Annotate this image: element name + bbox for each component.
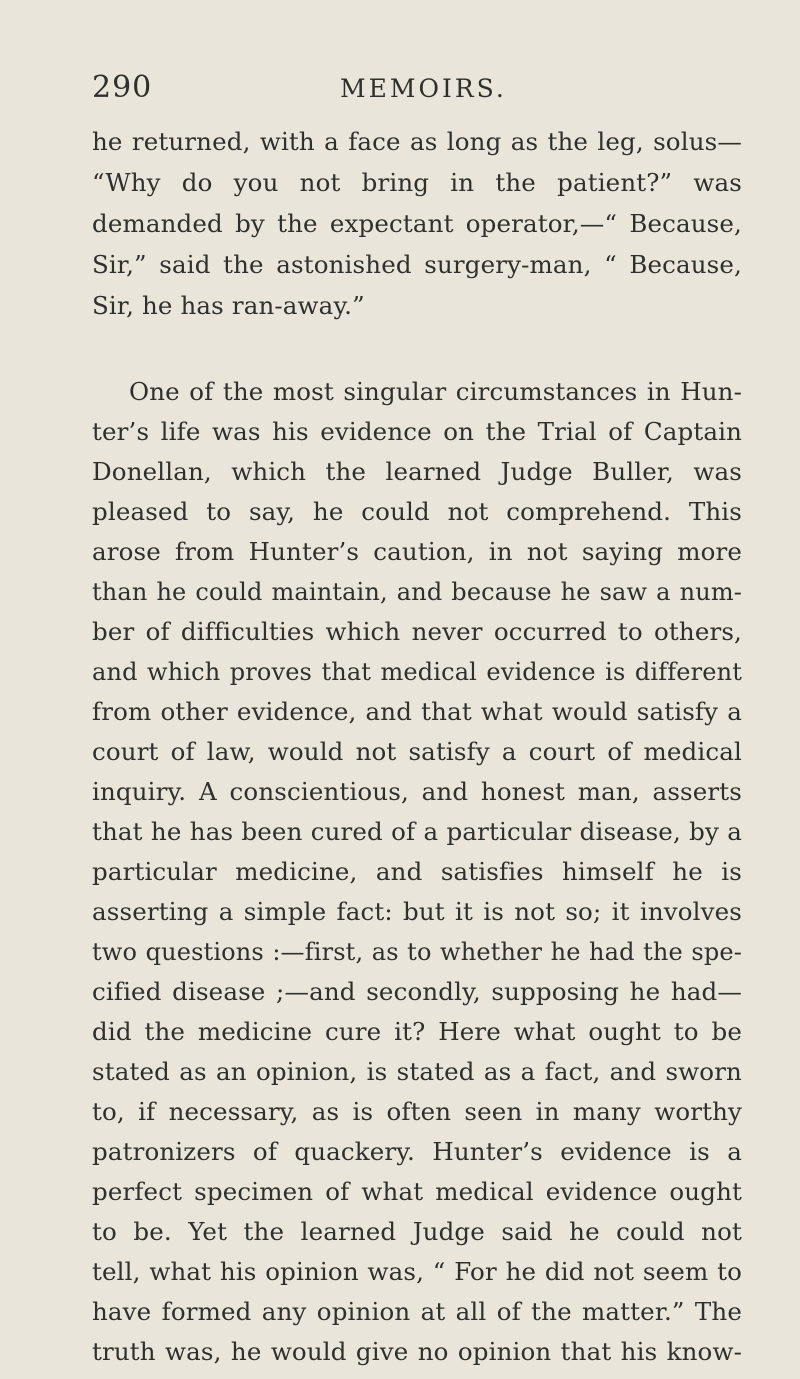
text-line: did the medicine cure it? Here what ought to be (92, 1017, 742, 1046)
text-line: tell, what his opinion was, “ For he did not seem to (92, 1257, 742, 1286)
text-line: from other evidence, and that what would satisfy a (92, 697, 742, 726)
running-head: MEMOIRS. (340, 74, 507, 103)
text-line: ber of difficulties which never occurred to others, (92, 617, 742, 646)
text-line: to be. Yet the learned Judge said he could not (92, 1217, 742, 1246)
text-line: perfect specimen of what medical evidence ought (92, 1177, 742, 1206)
text-line: than he could maintain, and because he saw a num- (92, 578, 742, 606)
text-line: particular medicine, and satisfies himself he is (92, 857, 742, 886)
text-line: cified disease ;—and secondly, supposing he had— (92, 977, 742, 1006)
page-number: 290 (92, 70, 153, 105)
text-line: asserting a simple fact: but it is not so; it involves (92, 897, 742, 926)
text-line: and which proves that medical evidence is different (92, 658, 742, 686)
text-line: Donellan, which the learned Judge Buller, was (92, 457, 742, 486)
text-line: that he has been cured of a particular disease, by a (92, 817, 742, 846)
text-line: stated as an opinion, is stated as a fact, and sworn (92, 1057, 742, 1086)
text-line: have formed any opinion at all of the matter.” The (92, 1297, 742, 1326)
text-line: Sir, he has ran-away.” (92, 291, 365, 320)
text-line: pleased to say, he could not comprehend. This (92, 497, 742, 526)
text-line: One of the most singular circumstances in Hun- (129, 377, 742, 406)
text-line: he returned, with a face as long as the leg, solus— (92, 127, 742, 156)
text-line: to, if necessary, as is often seen in many worthy (92, 1097, 742, 1126)
text-line: inquiry. A conscientious, and honest man, asserts (92, 777, 742, 806)
text-line: “Why do you not bring in the patient?” was (92, 168, 742, 197)
text-line: Sir,” said the astonished surgery-man, “ Because, (92, 250, 742, 279)
text-line: two questions :—first, as to whether he had the spe- (92, 938, 742, 966)
text-line: ter’s life was his evidence on the Trial of Captain (92, 417, 742, 446)
text-line: truth was, he would give no opinion that his know- (92, 1337, 742, 1366)
text-line: patronizers of quackery. Hunter’s evidence is a (92, 1137, 742, 1166)
page-header (92, 70, 742, 110)
text-line: demanded by the expectant operator,—“ Because, (92, 209, 742, 238)
text-line: court of law, would not satisfy a court of medical (92, 737, 742, 766)
text-line: arose from Hunter’s caution, in not saying more (92, 537, 742, 566)
